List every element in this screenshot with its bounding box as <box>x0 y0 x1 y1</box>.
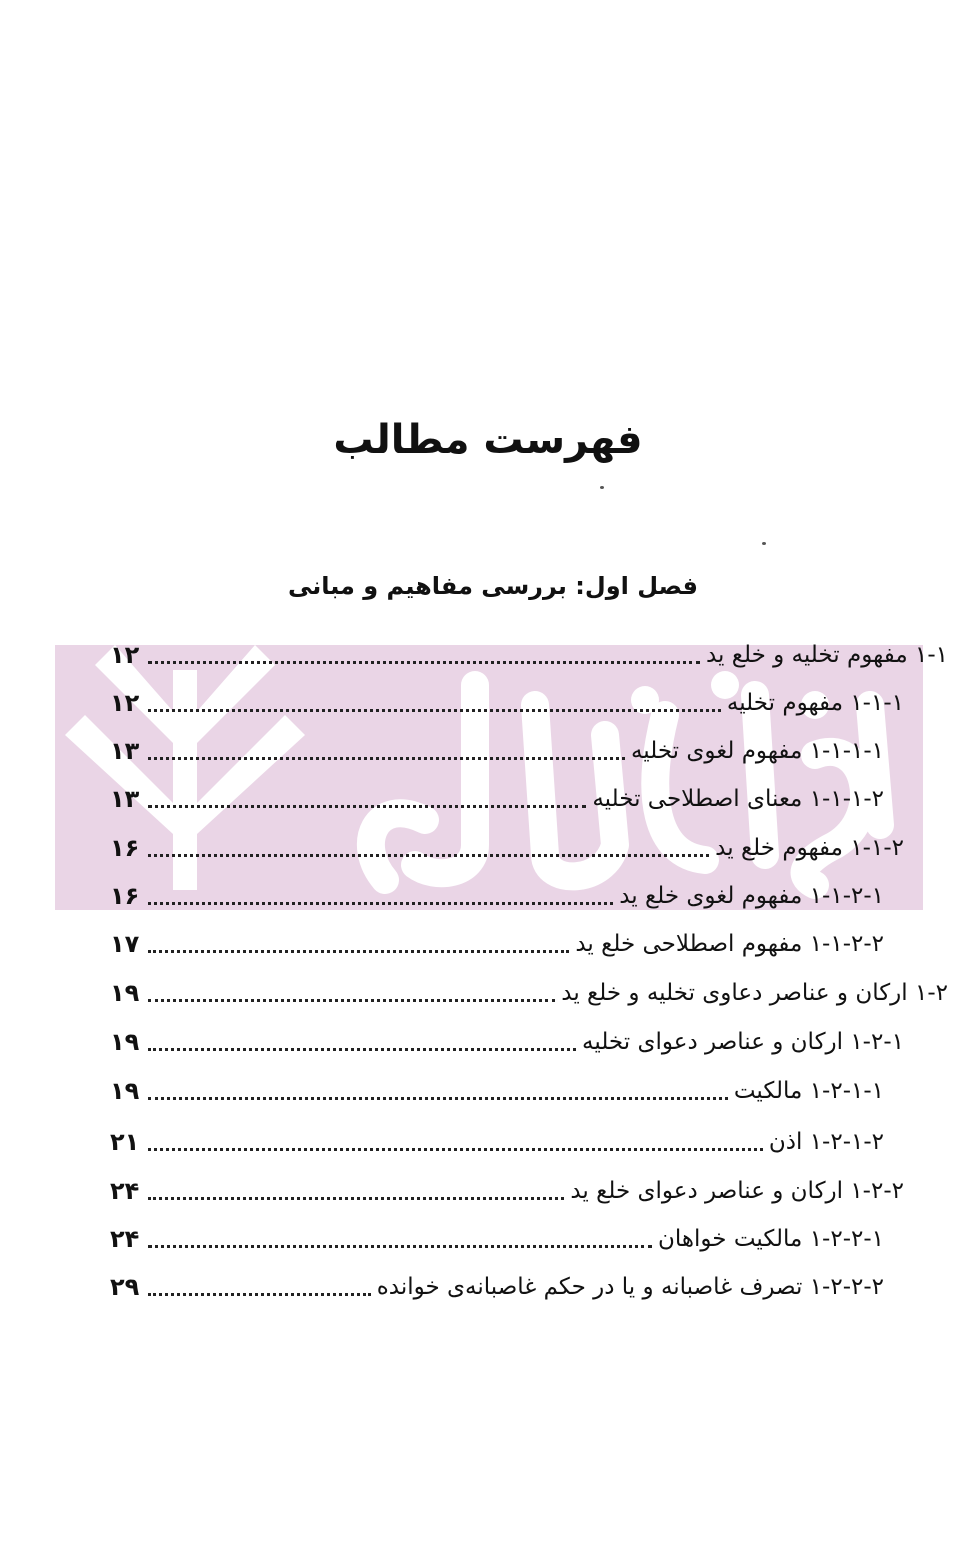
toc-dot-leader <box>148 854 709 857</box>
page-title: فهرست مطالب <box>333 417 643 463</box>
toc-label: ۱-۱-۲ مفهوم خلع ید <box>715 835 904 861</box>
toc-label: ۱-۲-۲ ارکان و عناصر دعوای خلع ید <box>570 1178 904 1204</box>
toc-label: ۱-۱ مفهوم تخلیه و خلع ید <box>705 642 948 668</box>
toc-page-number: ۲۱ <box>110 1128 140 1156</box>
toc-page-number: ۱۳ <box>110 785 140 813</box>
toc-entry[interactable] <box>110 826 904 866</box>
toc-entry[interactable] <box>110 1069 884 1109</box>
toc-entry[interactable] <box>110 922 884 962</box>
toc-dot-leader <box>148 661 700 664</box>
toc-dot-leader <box>148 1245 652 1248</box>
toc-page-number: ۲۴ <box>110 1225 140 1253</box>
toc-dot-leader <box>148 1048 576 1051</box>
toc-entry[interactable] <box>110 1120 884 1160</box>
toc-dot-leader <box>148 1097 728 1100</box>
toc-label: ۱-۱-۲-۱ مفهوم لغوی خلع ید <box>619 883 884 909</box>
toc-label: ۱-۲ ارکان و عناصر دعاوی تخلیه و خلع ید <box>561 980 948 1006</box>
toc-label: ۱-۲-۲-۱ مالکیت خواهان <box>657 1226 884 1252</box>
toc-entry[interactable] <box>110 1020 904 1060</box>
toc-dot-leader <box>148 1148 763 1151</box>
toc-entry[interactable] <box>110 681 904 721</box>
toc-page-number: ۱۷ <box>110 930 140 958</box>
toc-entry[interactable] <box>110 777 884 817</box>
toc-page-number: ۱۹ <box>110 979 140 1007</box>
toc-label: ۱-۱-۱ مفهوم تخلیه <box>726 690 904 716</box>
toc-page-number: ۲۹ <box>110 1273 140 1301</box>
toc-entry[interactable] <box>110 729 884 769</box>
toc-label: ۱-۲-۱-۱ مالکیت <box>733 1078 884 1104</box>
toc-label: ۱-۲-۱ ارکان و عناصر دعوای تخلیه <box>582 1029 904 1055</box>
toc-page-number: ۱۹ <box>110 1028 140 1056</box>
toc-label: ۱-۱-۱-۱ مفهوم لغوی تخلیه <box>630 738 884 764</box>
toc-entry[interactable] <box>110 874 884 914</box>
toc-page-number: ۱۲ <box>110 641 140 669</box>
toc-dot-leader <box>148 999 555 1002</box>
toc-label: ۱-۲-۲-۲ تصرف غاصبانه و یا در حکم غاصبانه‌ی خوانده <box>376 1274 884 1300</box>
toc-label: ۱-۱-۲-۲ مفهوم اصطلاحی خلع ید <box>575 931 884 957</box>
toc-dot-leader <box>148 805 586 808</box>
toc-label: ۱-۲-۱-۲ اذن <box>768 1129 884 1155</box>
toc-entry[interactable] <box>110 633 948 673</box>
toc-page-number: ۱۲ <box>110 689 140 717</box>
toc-entry[interactable] <box>110 1217 884 1257</box>
toc-dot-leader <box>148 902 613 905</box>
chapter-title: فصل اول: بررسی مفاهیم و مبانی <box>287 572 698 600</box>
toc-entry[interactable] <box>110 1169 904 1209</box>
toc-page-number: ۱۹ <box>110 1077 140 1105</box>
toc-entry[interactable] <box>110 1265 884 1305</box>
toc-label: ۱-۱-۱-۲ معنای اصطلاحی تخلیه <box>592 786 884 812</box>
toc-dot-leader <box>148 757 625 760</box>
toc-dot-leader <box>148 950 569 953</box>
toc-page-number: ۱۶ <box>110 882 140 910</box>
toc-dot-leader <box>148 709 721 712</box>
toc-page-number: ۲۴ <box>110 1177 140 1205</box>
toc-dot-leader <box>148 1293 371 1296</box>
toc-dot-leader <box>148 1197 564 1200</box>
toc-page-number: ۱۳ <box>110 737 140 765</box>
toc-entry[interactable] <box>110 971 948 1011</box>
toc-page-number: ۱۶ <box>110 834 140 862</box>
